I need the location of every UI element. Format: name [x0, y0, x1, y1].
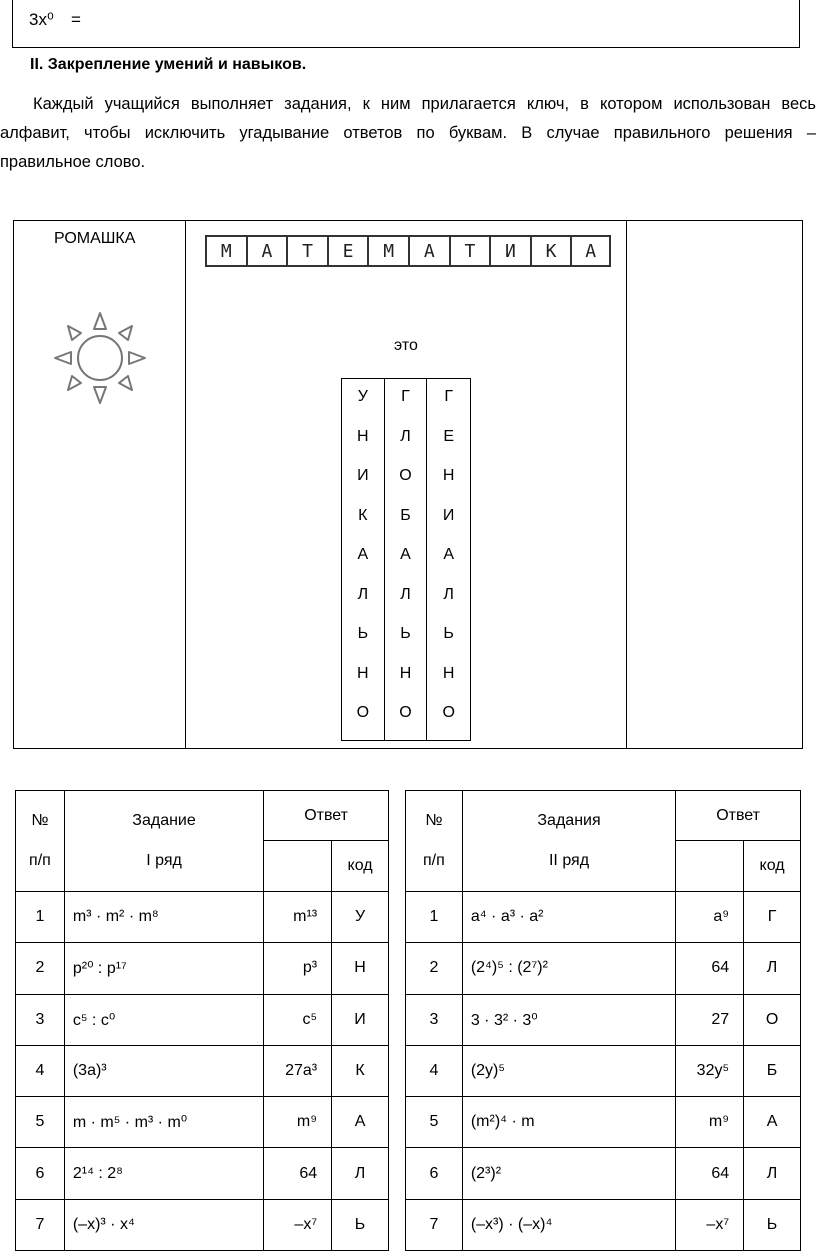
word-letter: Т [286, 235, 327, 267]
column-letter: Н [357, 664, 369, 682]
header-pp-label: п/п [29, 852, 51, 869]
row-task: p²⁰ : p¹⁷ [64, 943, 263, 994]
column-letter: Н [399, 664, 412, 682]
top-equals: = [71, 10, 81, 29]
column-letter: А [400, 546, 411, 563]
header-code: код [744, 841, 801, 892]
row-code: А [744, 1097, 801, 1148]
header-answer: Ответ [676, 791, 801, 841]
column-letter: Л [357, 585, 369, 603]
column-letter: Л [400, 585, 411, 603]
row-number: 3 [16, 994, 65, 1045]
row-answer: m⁹ [676, 1097, 744, 1148]
row-task: (–x³) · (–x)⁴ [462, 1199, 675, 1250]
table-row [16, 994, 389, 1045]
column-letter: Л [400, 427, 411, 445]
word-column [385, 379, 428, 740]
row-task: c⁵ : c⁰ [64, 994, 263, 1045]
word-letter: М [205, 235, 246, 267]
paragraph-line: алфавит, чтобы исключить угадывание ответов по буквам. В случае правильного решения – [0, 124, 816, 142]
row-answer: 32y⁵ [676, 1045, 744, 1096]
column-letter: О [442, 704, 455, 721]
eto-label: это [394, 337, 418, 354]
column-letter: У [357, 388, 368, 405]
table-row [406, 1045, 801, 1096]
row-code: Ь [332, 1199, 389, 1250]
row-answer: c⁵ [264, 994, 332, 1045]
row-code: Н [332, 943, 389, 994]
column-letter: И [357, 467, 369, 484]
instruction-paragraph [0, 90, 816, 177]
column-letter: О [356, 704, 370, 721]
row-task: (2⁴)⁵ : (2⁷)² [462, 943, 675, 994]
top-expression: 3x⁰ [29, 10, 54, 29]
row-answer: 64 [676, 1148, 744, 1199]
header-row-label: II ряд [548, 852, 590, 869]
row-task: (2y)⁵ [462, 1045, 675, 1096]
sun-icon [50, 310, 150, 406]
word-letter: И [489, 235, 530, 267]
row-task: a⁴ · a³ · a² [462, 892, 675, 943]
word-letter: М [367, 235, 408, 267]
column-letter: Ь [443, 625, 454, 642]
header-pp-label: п/п [423, 852, 445, 869]
row-number: 7 [16, 1199, 65, 1250]
header-num-label: № [425, 812, 443, 829]
row-answer: m⁹ [264, 1097, 332, 1148]
table-divider [626, 221, 627, 748]
table-divider [185, 221, 186, 748]
word-matematika [205, 235, 611, 267]
column-letter: Ь [357, 625, 369, 642]
row-task: (m²)⁴ · m [462, 1097, 675, 1148]
header-num-label: № [31, 812, 49, 829]
column-letter: К [358, 506, 368, 524]
column-letter: Н [442, 664, 455, 682]
table-row [16, 1148, 389, 1199]
column-letter: Г [401, 388, 410, 405]
row-task: m · m⁵ · m³ · m⁰ [64, 1097, 263, 1148]
row-answer: m¹³ [264, 892, 332, 943]
row-number: 6 [16, 1148, 65, 1199]
header-number [406, 791, 463, 892]
table-row [406, 1148, 801, 1199]
column-letter: Ь [400, 625, 411, 642]
column-letter: И [442, 506, 455, 524]
word-letter: Т [449, 235, 490, 267]
word-letter: А [246, 235, 287, 267]
row-number: 6 [406, 1148, 463, 1199]
row-number: 5 [16, 1097, 65, 1148]
row-code: Л [744, 1148, 801, 1199]
task-table-row-2 [405, 790, 801, 1251]
task-table-row-1 [15, 790, 389, 1251]
word-letter: А [570, 235, 611, 267]
row-number: 4 [16, 1045, 65, 1096]
row-task: (2³)² [462, 1148, 675, 1199]
paragraph-line: правильное слово. [0, 153, 146, 171]
answer-words-columns [341, 378, 471, 741]
romashka-title: РОМАШКА [54, 230, 136, 247]
row-task: (–x)³ · x⁴ [64, 1199, 263, 1250]
row-code: А [332, 1097, 389, 1148]
row-code: Б [744, 1045, 801, 1096]
row-number: 2 [406, 943, 463, 994]
row-task: (3a)³ [64, 1045, 263, 1096]
row-answer: 27a³ [264, 1045, 332, 1096]
row-code: Ь [744, 1199, 801, 1250]
paragraph-line: Каждый учащийся выполняет задания, к ним прилагается ключ, в котором использован весь [33, 95, 816, 113]
header-task [462, 791, 675, 892]
header-row-label: I ряд [146, 852, 182, 869]
header-answer-blank [264, 841, 332, 892]
row-answer: 27 [676, 994, 744, 1045]
row-code: К [332, 1045, 389, 1096]
row-number: 4 [406, 1045, 463, 1096]
table-row [406, 892, 801, 943]
row-number: 3 [406, 994, 463, 1045]
row-answer: p³ [264, 943, 332, 994]
table-row [16, 943, 389, 994]
row-number: 1 [406, 892, 463, 943]
header-number [16, 791, 65, 892]
row-code: У [332, 892, 389, 943]
column-letter: А [357, 546, 369, 563]
column-letter: Е [443, 427, 454, 445]
table-row [406, 1097, 801, 1148]
row-answer: –x⁷ [676, 1199, 744, 1250]
word-column [342, 379, 385, 740]
header-answer-blank [676, 841, 744, 892]
table-row [406, 1199, 801, 1250]
row-answer: –x⁷ [264, 1199, 332, 1250]
row-answer: 64 [676, 943, 744, 994]
row-task: 3 · 3² · 3⁰ [462, 994, 675, 1045]
row-number: 5 [406, 1097, 463, 1148]
table-row [16, 1199, 389, 1250]
header-task-label: Задания [537, 812, 601, 829]
header-task-label: Задание [132, 812, 196, 829]
row-code: О [744, 994, 801, 1045]
row-code: Г [744, 892, 801, 943]
row-answer: a⁹ [676, 892, 744, 943]
column-letter: Г [444, 388, 453, 405]
header-answer: Ответ [264, 791, 389, 841]
word-letter: К [530, 235, 571, 267]
column-letter: Н [442, 467, 455, 484]
section-heading: II. Закрепление умений и навыков. [30, 56, 307, 73]
row-task: 2¹⁴ : 2⁸ [64, 1148, 263, 1199]
row-code: Л [744, 943, 801, 994]
table-row [16, 1045, 389, 1096]
header-task [64, 791, 263, 892]
row-code: И [332, 994, 389, 1045]
row-number: 1 [16, 892, 65, 943]
word-letter: А [408, 235, 449, 267]
word-column [427, 379, 470, 740]
row-task: m³ · m² · m⁸ [64, 892, 263, 943]
column-letter: А [443, 546, 454, 563]
column-letter: Н [357, 427, 369, 445]
header-code: код [332, 841, 389, 892]
row-answer: 64 [264, 1148, 332, 1199]
top-expression-box [12, 0, 800, 48]
row-number: 2 [16, 943, 65, 994]
table-row [16, 1097, 389, 1148]
column-letter: О [399, 704, 412, 721]
column-letter: О [399, 467, 412, 484]
table-row [406, 994, 801, 1045]
word-letter: Е [327, 235, 368, 267]
table-row [406, 943, 801, 994]
row-code: Л [332, 1148, 389, 1199]
column-letter: Б [400, 506, 411, 524]
row-number: 7 [406, 1199, 463, 1250]
column-letter: Л [443, 585, 454, 603]
table-row [16, 892, 389, 943]
